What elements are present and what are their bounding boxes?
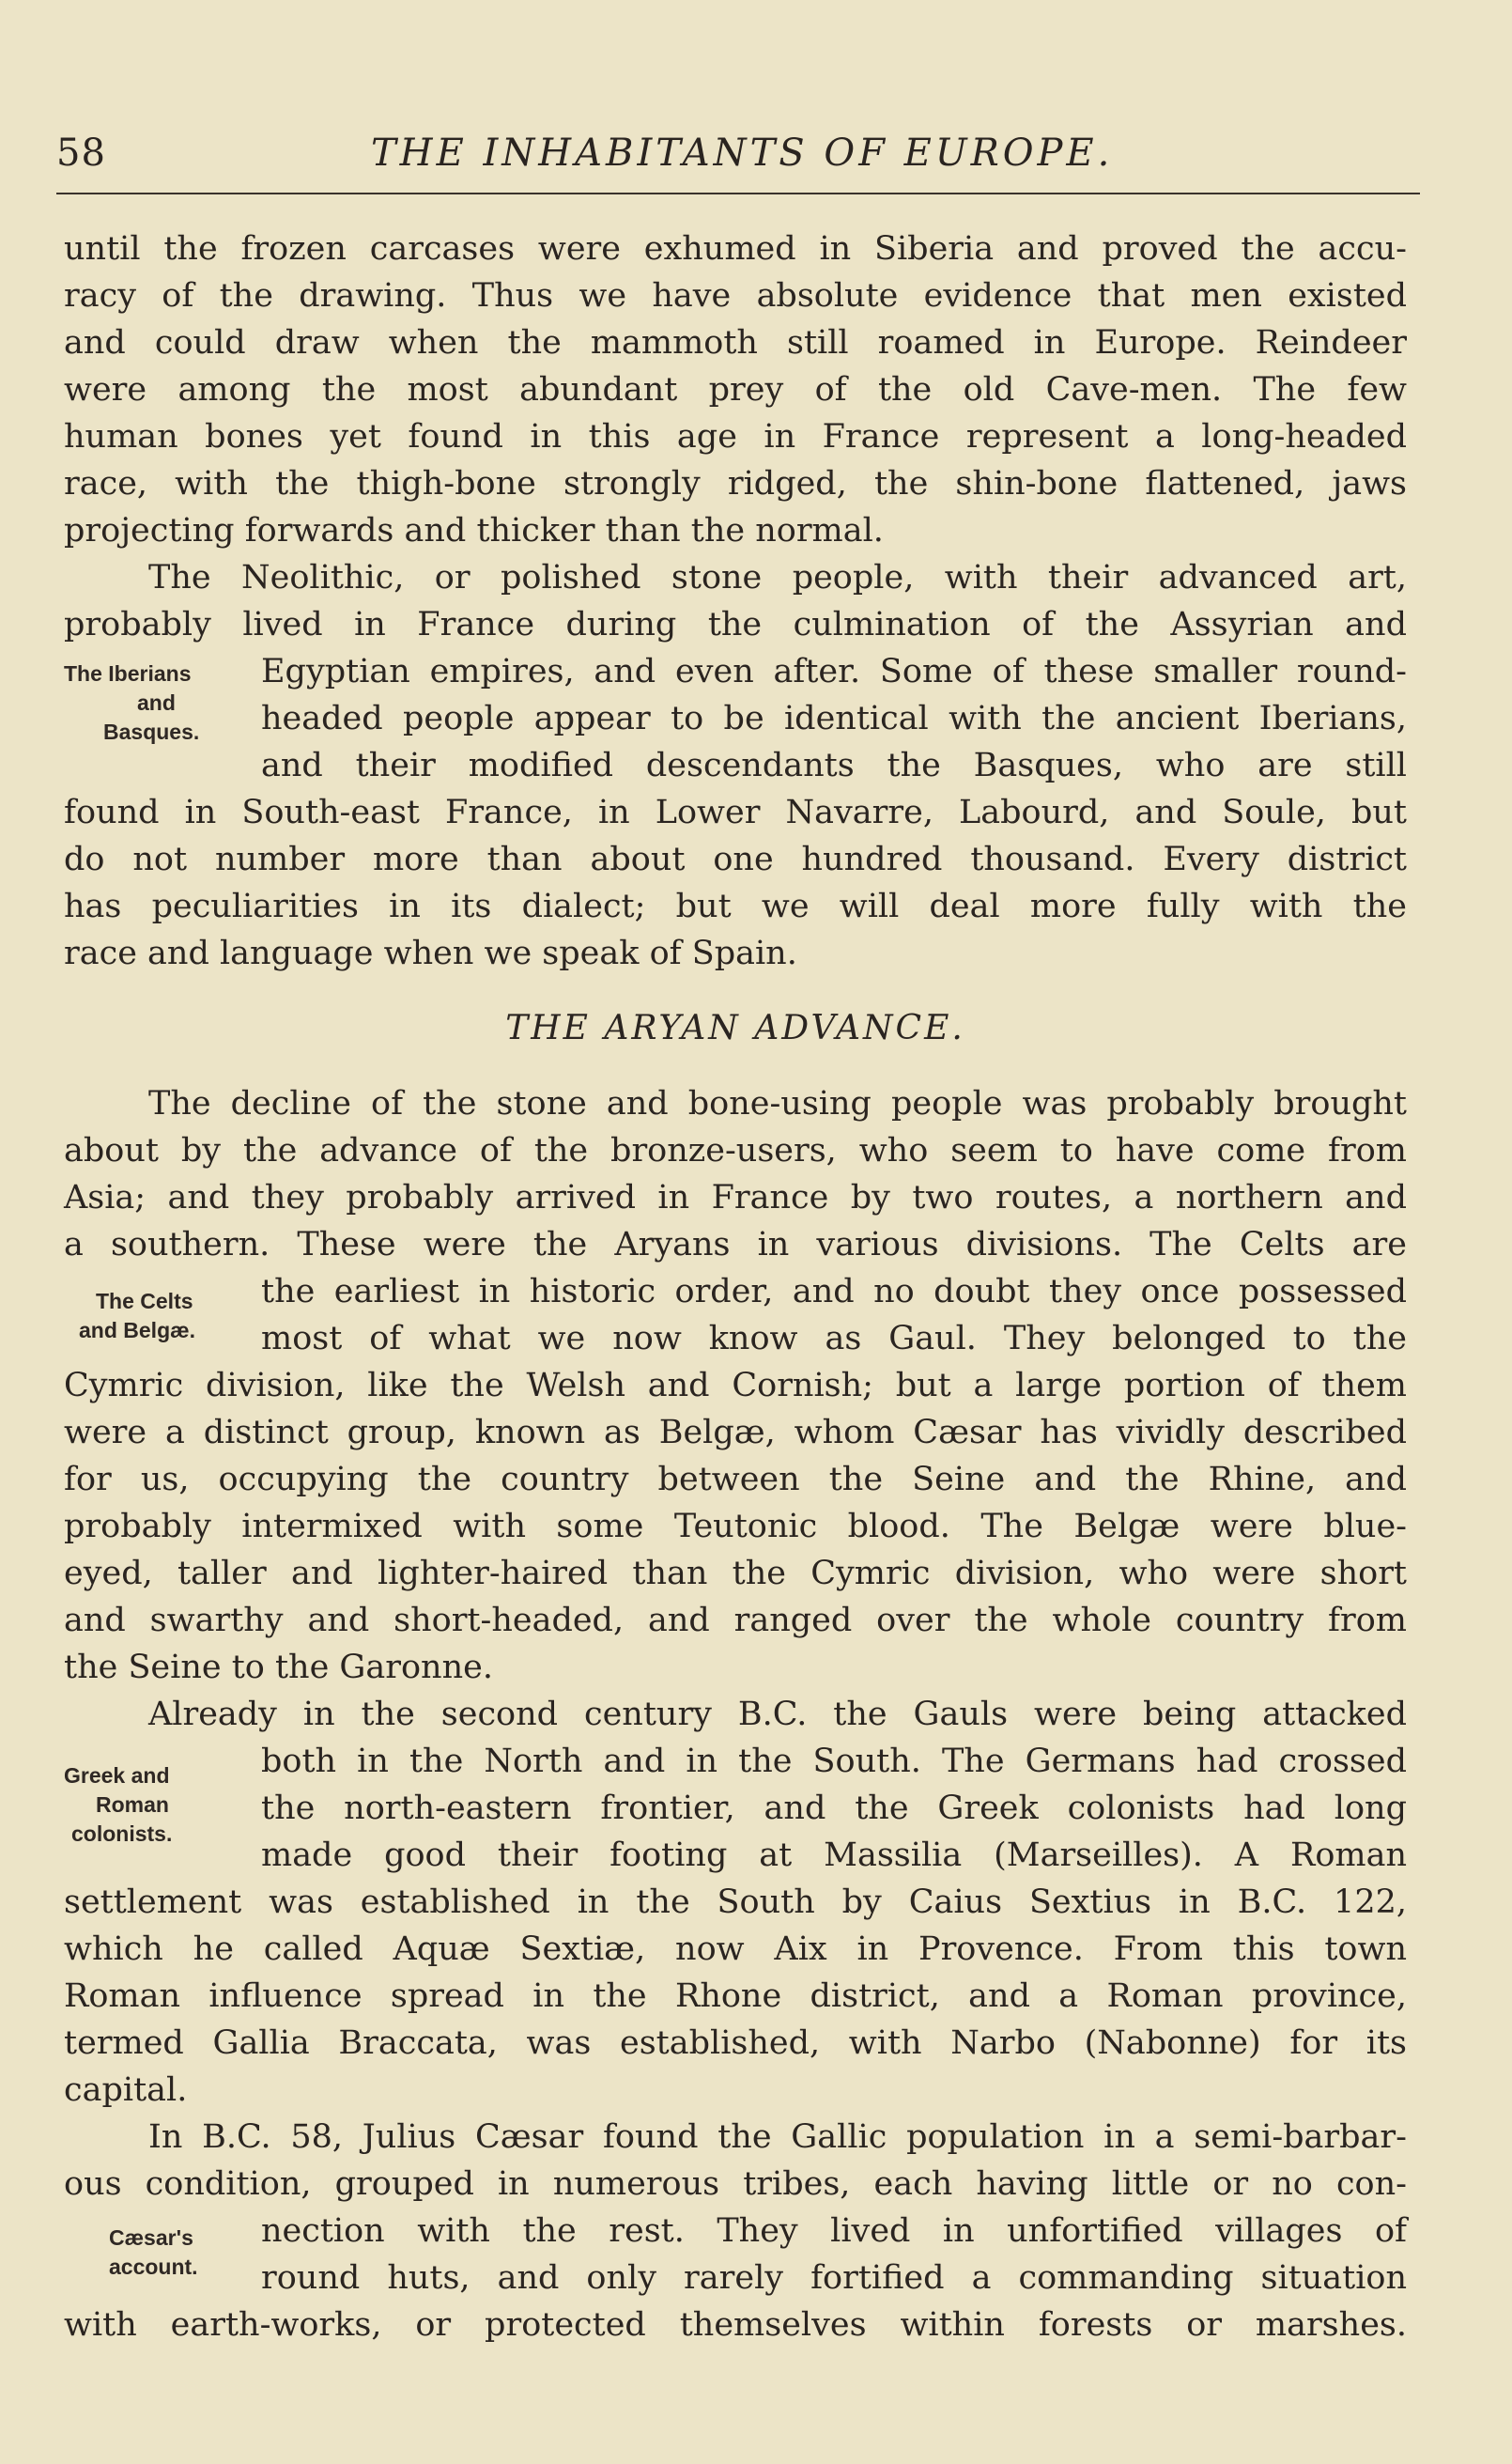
text-line: racy of the drawing. Thus we have absolute evidence that men existed xyxy=(64,277,1407,315)
text-line: ous condition, grouped in numerous tribes, each having little or no con- xyxy=(64,2165,1407,2203)
text-line: The Neolithic, or polished stone people, with their advanced art, xyxy=(148,559,1407,597)
sidenote-line: Roman xyxy=(96,1792,169,1817)
sidenote-line: Greek and xyxy=(64,1763,170,1788)
sidenote-iberians xyxy=(64,659,252,747)
text-line: Egyptian empires, and even after. Some of these smaller round- xyxy=(261,653,1407,690)
text-line: with earth-works, or protected themselves within forests or marshes. xyxy=(64,2306,1407,2344)
sidenote-greek-roman xyxy=(64,1761,252,1849)
sidenote-line: Basques. xyxy=(103,720,200,744)
text-line: probably lived in France during the culmination of the Assyrian and xyxy=(64,606,1407,643)
text-line: The decline of the stone and bone-using people was probably brought xyxy=(148,1085,1407,1123)
text-line: probably intermixed with some Teutonic blood. The Belgæ were blue- xyxy=(64,1508,1407,1545)
text-line: both in the North and in the South. The Germans had crossed xyxy=(261,1743,1407,1780)
text-line: until the frozen carcases were exhumed in Siberia and proved the accu- xyxy=(64,230,1407,268)
text-line: were a distinct group, known as Belgæ, whom Cæsar has vividly described xyxy=(64,1414,1407,1451)
text-line: made good their footing at Massilia (Marseilles). A Roman xyxy=(261,1836,1407,1874)
text-line: the north-eastern frontier, and the Greek colonists had long xyxy=(261,1790,1407,1827)
text-line: were among the most abundant prey of the old Cave-men. The few xyxy=(64,371,1407,409)
text-line: settlement was established in the South by Caius Sextius in B.C. 122, xyxy=(64,1883,1407,1921)
text-line: Asia; and they probably arrived in France by two routes, a northern and xyxy=(64,1179,1407,1217)
text-line: the Seine to the Garonne. xyxy=(64,1649,493,1686)
running-head xyxy=(56,132,1409,188)
text-line: has peculiarities in its dialect; but we will deal more fully with the xyxy=(64,888,1407,925)
sidenote-line: colonists. xyxy=(71,1821,173,1846)
sidenote-line: Cæsar's xyxy=(109,2225,193,2250)
sidenote-line: and xyxy=(137,690,176,715)
text-line: race and language when we speak of Spain. xyxy=(64,935,797,972)
text-line: capital. xyxy=(64,2071,188,2109)
header-rule xyxy=(56,193,1420,194)
text-line: projecting forwards and thicker than the normal. xyxy=(64,512,884,550)
sidenote-line: The Iberians xyxy=(64,661,192,686)
text-line: Roman influence spread in the Rhone district, and a Roman province, xyxy=(64,1977,1407,2015)
section-heading: THE ARYAN ADVANCE. xyxy=(505,1009,965,1047)
text-line: found in South-east France, in Lower Navarre, Labourd, and Soule, but xyxy=(64,794,1407,831)
sidenote-line: and Belgæ. xyxy=(79,1318,195,1342)
sidenote-line: The Celts xyxy=(96,1289,193,1313)
sidenote-caesar xyxy=(64,2224,252,2282)
text-line: most of what we now know as Gaul. They belonged to the xyxy=(261,1320,1407,1357)
text-line: a southern. These were the Aryans in various divisions. The Celts are xyxy=(64,1226,1407,1263)
sidenote-line: account. xyxy=(109,2255,198,2279)
text-line: human bones yet found in this age in France represent a long-headed xyxy=(64,418,1407,456)
text-line: and their modified descendants the Basques, who are still xyxy=(261,747,1407,784)
text-line: nection with the rest. They lived in unfortified villages of xyxy=(261,2212,1407,2250)
text-line: and could draw when the mammoth still roamed in Europe. Reindeer xyxy=(64,324,1407,362)
running-title: THE INHABITANTS OF EUROPE. xyxy=(371,132,1114,175)
text-line: Already in the second century B.C. the Gauls were being attacked xyxy=(148,1696,1407,1733)
text-line: In B.C. 58, Julius Cæsar found the Gallic population in a semi-barbar- xyxy=(148,2118,1407,2156)
text-line: Cymric division, like the Welsh and Cornish; but a large portion of them xyxy=(64,1367,1407,1404)
text-line: for us, occupying the country between the Seine and the Rhine, and xyxy=(64,1461,1407,1498)
text-line: about by the advance of the bronze-users, who seem to have come from xyxy=(64,1132,1407,1170)
text-line: round huts, and only rarely fortified a commanding situation xyxy=(261,2259,1407,2297)
text-line: and swarthy and short-headed, and ranged over the whole country from xyxy=(64,1602,1407,1639)
text-line: eyed, taller and lighter-haired than the Cymric division, who were short xyxy=(64,1555,1407,1592)
text-line: do not number more than about one hundred thousand. Every district xyxy=(64,841,1407,878)
text-line: which he called Aquæ Sextiæ, now Aix in Provence. From this town xyxy=(64,1930,1407,1968)
text-line: the earliest in historic order, and no doubt they once possessed xyxy=(261,1273,1407,1310)
text-line: headed people appear to be identical with the ancient Iberians, xyxy=(261,700,1407,737)
page-number: 58 xyxy=(56,132,106,175)
sidenote-celts xyxy=(64,1287,252,1345)
text-line: termed Gallia Braccata, was established, with Narbo (Nabonne) for its xyxy=(64,2024,1407,2062)
text-line: race, with the thigh-bone strongly ridged, the shin-bone flattened, jaws xyxy=(64,465,1407,503)
